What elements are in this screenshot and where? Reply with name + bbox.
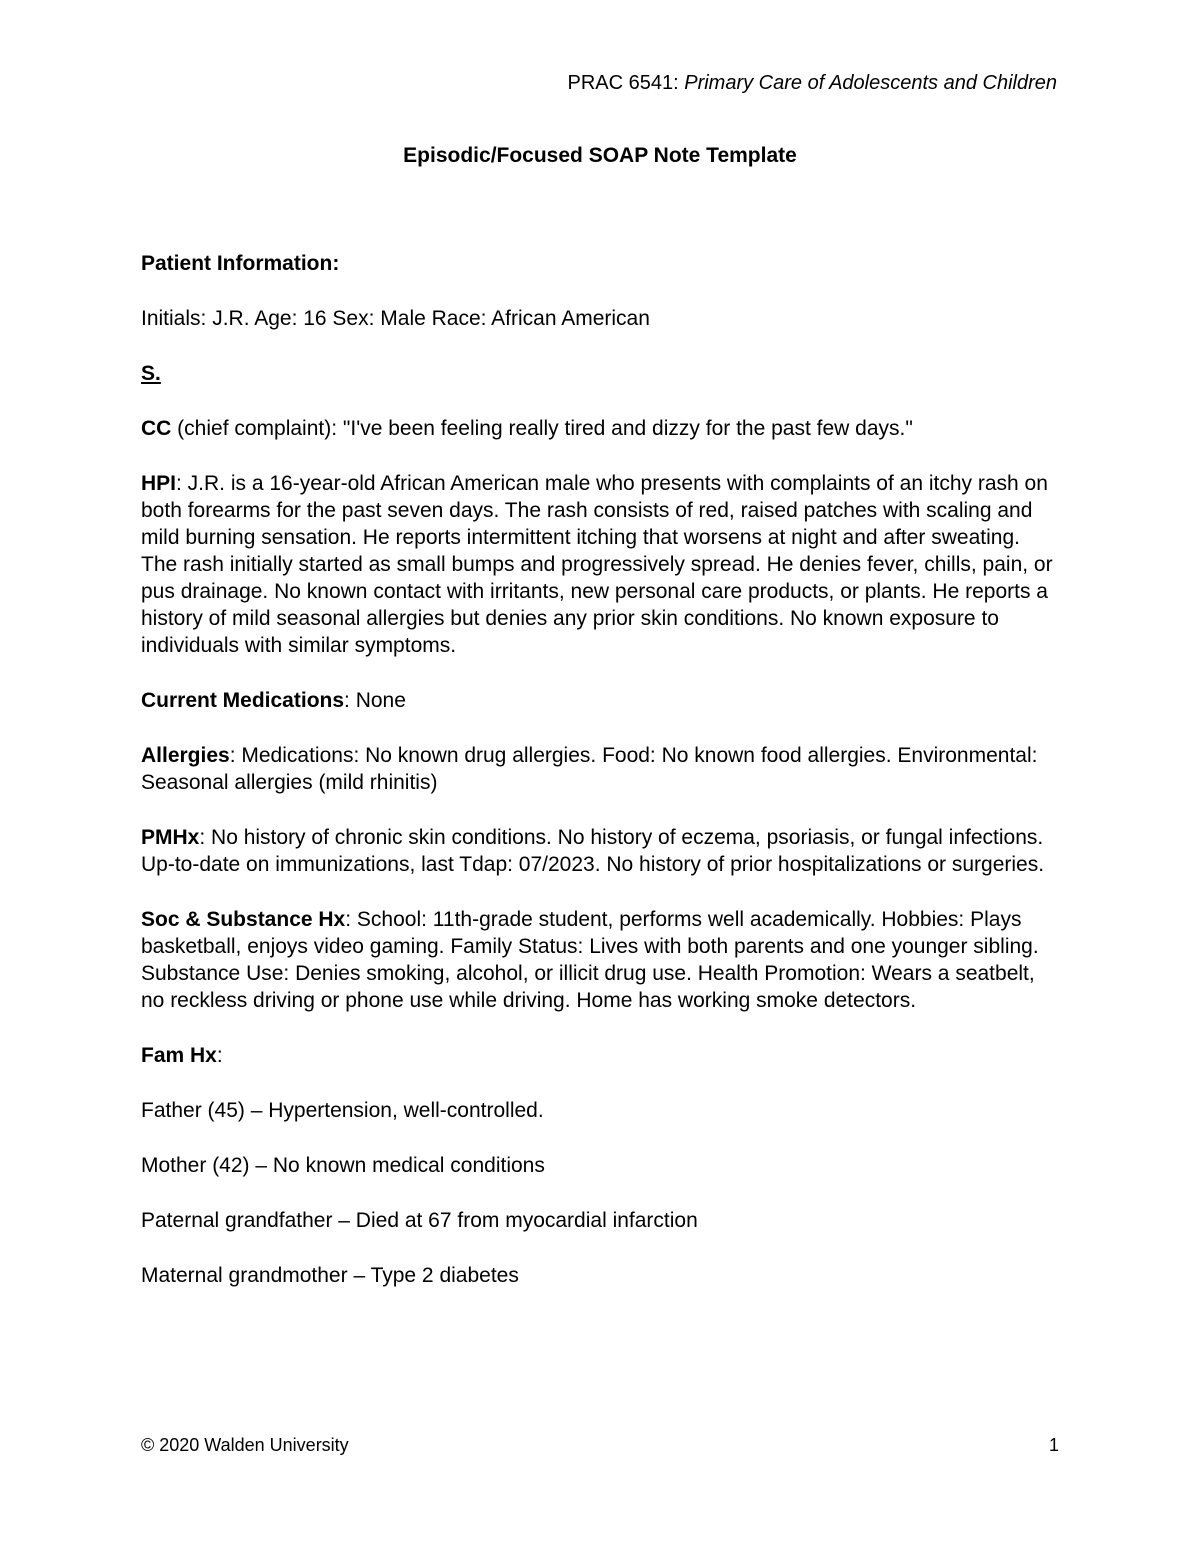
chief-complaint-text: (chief complaint): "I've been feeling really tired and dizzy for the past few days." xyxy=(171,417,913,440)
course-code: PRAC 6541: xyxy=(567,72,685,94)
pmhx-label: PMHx xyxy=(141,826,200,849)
family-history-item: Maternal grandmother – Type 2 diabetes xyxy=(141,1264,519,1287)
pmhx-paragraph xyxy=(141,824,1061,878)
document-title: Episodic/Focused SOAP Note Template xyxy=(403,144,797,167)
allergies-label: Allergies xyxy=(141,744,230,767)
family-history-heading xyxy=(141,1042,1061,1069)
patient-info-heading-label: Patient Information: xyxy=(141,252,340,275)
page-header xyxy=(568,70,1058,96)
subjective-section xyxy=(141,360,1061,387)
hpi-text: : J.R. is a 16-year-old African American male who presents with complaints of an itchy rash on both forearms for the past seven days. The rash consists of red, raised patches with scaling and mild burning sensation. He reports intermittent itching that worsens at night and after sweating. The rash initially started as small bumps and progressively spread. He denies fever, chills, pain, or pus drainage. No known contact with irritants, new personal care products, or plants. He reports a history of mild seasonal allergies but denies any prior skin conditions. No known exposure to individuals with similar symptoms. xyxy=(141,472,1053,657)
patient-info-heading xyxy=(141,250,1061,277)
family-history-item: Paternal grandfather – Died at 67 from myocardial infarction xyxy=(141,1209,698,1232)
social-history-label: Soc & Substance Hx xyxy=(141,908,346,931)
chief-complaint-label: CC xyxy=(141,417,172,440)
family-history-label: Fam Hx xyxy=(141,1044,217,1067)
footer-page-number: 1 xyxy=(1048,1435,1059,1455)
allergies-paragraph xyxy=(141,742,1061,796)
hpi-paragraph xyxy=(141,470,1061,659)
family-history-item: Father (45) – Hypertension, well-controlled. xyxy=(141,1099,544,1122)
hpi-label: HPI xyxy=(141,472,177,495)
social-history-text: : School: 11th-grade student, performs well academically. Hobbies: Plays basketball, enjoys video gaming. Family Status: Lives with both parents and one younger sibling. Substance Use: Denies smoking, alcohol, or illicit drug use. Health Promotion: Wears a seatbelt, no reckless driving or phone use while driving. Home has working smoke detectors. xyxy=(141,908,1039,1012)
document-body xyxy=(141,250,1061,1317)
subjective-heading: S. xyxy=(141,362,161,385)
course-name: Primary Care of Adolescents and Children xyxy=(684,72,1057,94)
family-history-item: Mother (42) – No known medical conditions xyxy=(141,1154,545,1177)
patient-info-line: Initials: J.R. Age: 16 Sex: Male Race: African American xyxy=(141,307,650,330)
allergies-text: : Medications: No known drug allergies. Food: No known food allergies. Environmental: Seasonal allergies (mild rhinitis) xyxy=(141,744,1038,794)
footer-copyright: © 2020 Walden University xyxy=(141,1435,349,1455)
current-medications-label: Current Medications xyxy=(141,689,345,712)
pmhx-text: : No history of chronic skin conditions. No history of eczema, psoriasis, or fungal infections. Up-to-date on immunizations, last Tdap: 07/2023. No history of prior hospitalizations or surgeries. xyxy=(141,826,1045,876)
family-history-colon: : xyxy=(216,1044,223,1067)
current-medications-text: : None xyxy=(344,689,406,712)
chief-complaint xyxy=(141,415,1061,442)
current-medications xyxy=(141,687,1061,714)
social-history-paragraph xyxy=(141,906,1061,1014)
